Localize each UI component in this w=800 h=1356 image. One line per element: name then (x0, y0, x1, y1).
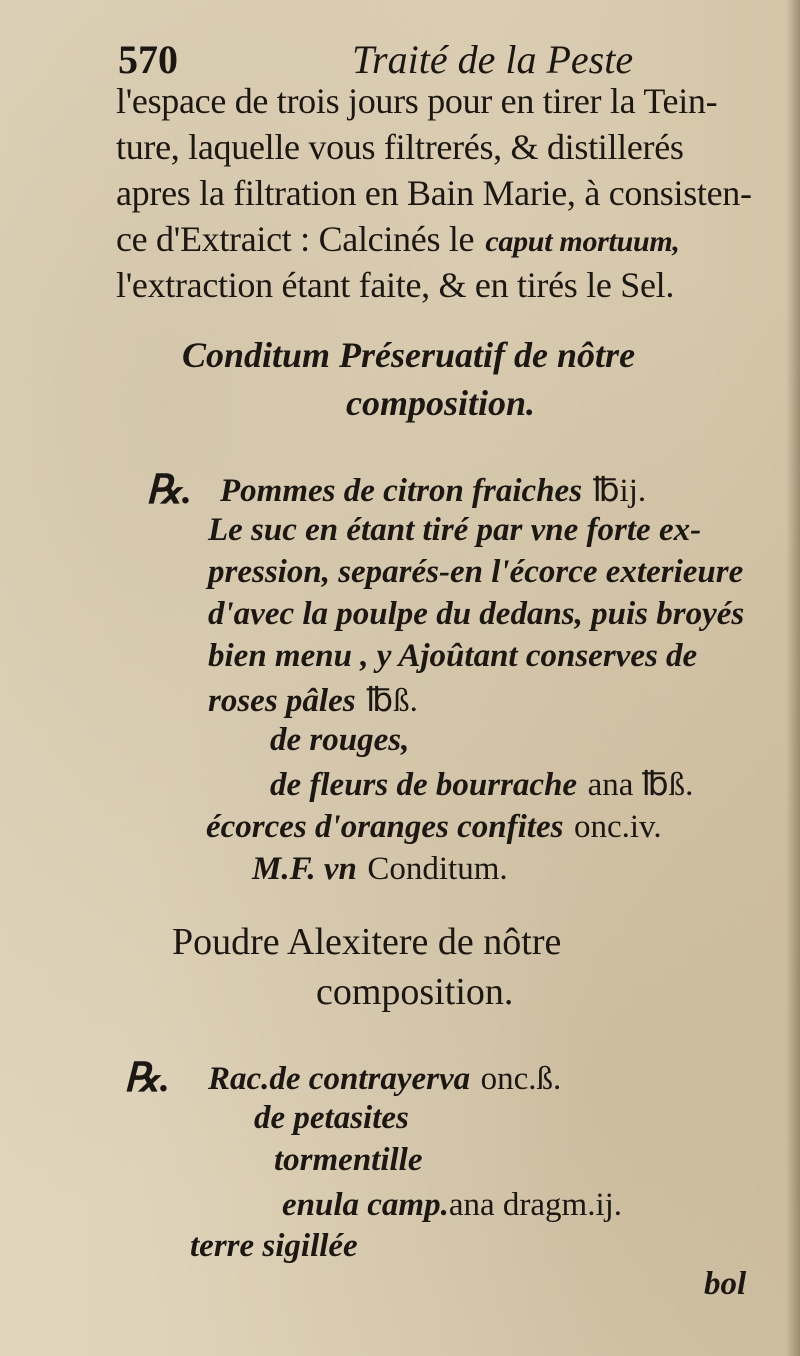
recipe-line: terre sigillée (190, 1228, 358, 1264)
recipe-line (252, 848, 508, 888)
paragraph-line: l'espace de trois jours pour en tirer la Tein- (116, 81, 718, 121)
quantity: onc.iv. (573, 809, 662, 845)
paragraph-line: ture, laquelle vous filtrerés, & distillerés (116, 127, 684, 167)
section-heading: Poudre Alexitere de nôtre (172, 921, 562, 963)
ingredient: Pommes de citron fraiches (220, 473, 583, 509)
ingredient: Rac.de contrayerva (208, 1061, 471, 1097)
section-heading: composition. (346, 383, 536, 423)
ingredient: écorces d'oranges confites (206, 809, 564, 845)
paragraph-line: l'extraction étant faite, & en tirés le Sel. (116, 265, 675, 305)
recipe-line: pression, separés-en l'écorce exterieure (208, 554, 744, 590)
recipe-line: tormentille (274, 1142, 423, 1178)
recipe-line (282, 1184, 622, 1224)
paragraph-line-text: ce d'Extraict : Calcinés le (116, 219, 475, 259)
ingredient: roses pâles (208, 683, 356, 719)
page-number: 570 (118, 37, 178, 82)
recipe-symbol: ℞. (146, 467, 192, 512)
recipe-symbol: ℞. (124, 1055, 170, 1100)
ingredient: enula camp. (282, 1187, 449, 1223)
ingredient: de fleurs de bourrache (270, 767, 578, 803)
section-heading: Conditum Préseruatif de nôtre (182, 335, 636, 375)
running-title: Traité de la Peste (352, 37, 634, 82)
quantity: onc.ß. (480, 1061, 562, 1097)
quantity: ℔ß. (366, 683, 418, 719)
recipe-line: bien menu , y Ajoûtant conserves de (208, 638, 698, 674)
recipe-line: d'avec la poulpe du dedans, puis broyés (208, 596, 745, 632)
page-edge-shadow (786, 0, 800, 1356)
quantity: ana ℔ß. (587, 767, 694, 803)
instruction: M.F. vn (252, 851, 357, 887)
recipe-line (206, 806, 662, 846)
recipe-line (208, 1058, 561, 1098)
recipe-line: de rouges, (270, 722, 410, 758)
recipe-line: Le suc en étant tiré par vne forte ex- (208, 512, 702, 548)
quantity: ana dragm.ij. (448, 1187, 623, 1223)
section-heading: composition. (316, 971, 514, 1013)
paragraph-line (116, 218, 680, 260)
recipe-line: de petasites (254, 1100, 409, 1136)
caput-mortuum-phrase: caput mortuum, (485, 225, 680, 258)
product-name: Conditum. (367, 851, 508, 887)
recipe-line (270, 764, 693, 804)
paragraph-line: apres la filtration en Bain Marie, à consisten- (116, 173, 752, 213)
quantity: ℔ij. (592, 473, 647, 509)
catchword: bol (704, 1266, 747, 1302)
recipe-line (220, 470, 646, 510)
recipe-line (208, 680, 418, 720)
